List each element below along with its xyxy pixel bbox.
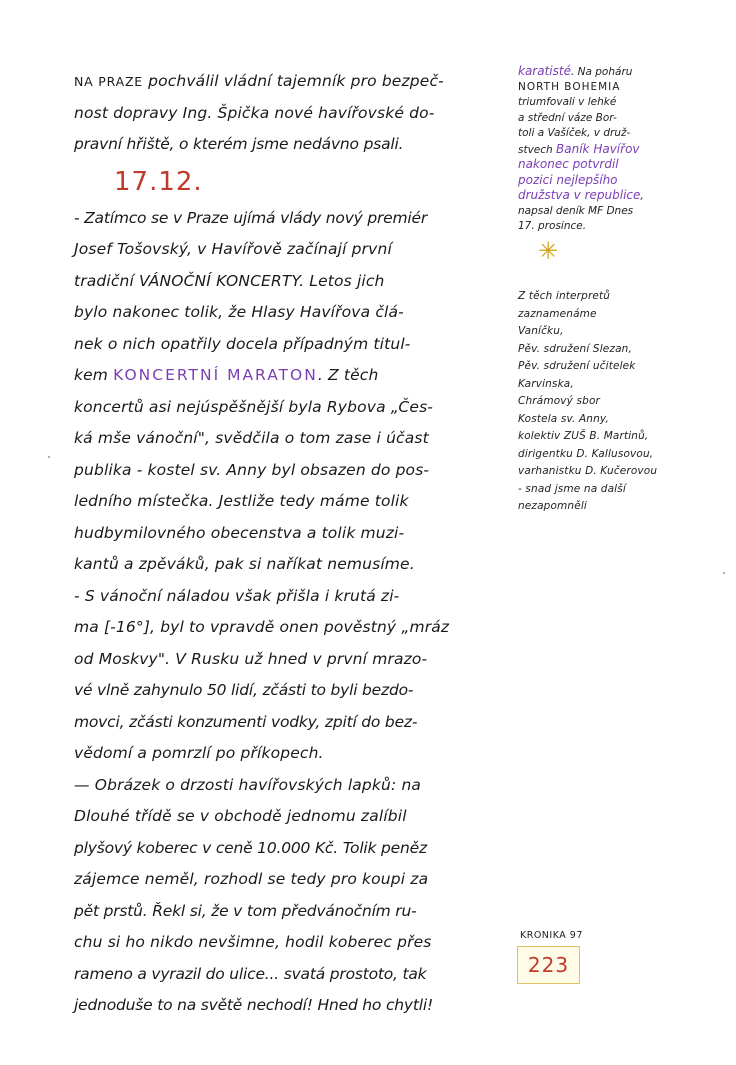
text-line-end: . Z těch [317, 366, 379, 384]
text-line: nost dopravy Ing. Špička nové havířovské do- [74, 103, 435, 122]
side-line-rest: , [640, 190, 644, 202]
text-line: - Zatímco se v Praze ujímá vlády nový premiér [74, 208, 428, 227]
text-line: rameno a vyrazil do ulice... svatá prostoto, tak [74, 964, 427, 983]
text-line: hudbymilovného obecenstva a tolik muzi- [74, 523, 405, 542]
side-note-bottom [518, 288, 708, 516]
text-line: bylo nakonec tolik, že Hlasy Havířova člá- [74, 303, 404, 321]
text-line: — Obrázek o drzosti havířovských lapků: na [74, 775, 422, 794]
text-line [74, 360, 514, 392]
side-line: dirigentku D. Kallusovou, [518, 447, 654, 460]
text-line: od Moskvy". V Rusku už hned v první mrazo- [74, 649, 428, 668]
side-line: Z těch interpretů [518, 290, 611, 302]
text-line: zájemce neměl, rozhodl se tedy pro koupi za [74, 870, 429, 888]
text-line: chu si ho nikdo nevšimne, hodil koberec přes [74, 933, 432, 951]
text-line: tradiční VÁNOČNÍ KONCERTY. Letos jich [74, 271, 385, 290]
side-line: nakonec potvrdil [518, 157, 619, 171]
text-line: koncertů asi nejúspěšnější byla Rybova „Čes- [74, 397, 434, 416]
side-note-top [518, 64, 708, 267]
text-line: pět prstů. Řekl si, že v tom předvánočním ru- [74, 901, 417, 920]
side-line: - snad jsme na další [518, 482, 626, 495]
text-line: ma [-16°], byl to vpravdě onen pověstný „mráz [74, 618, 450, 636]
page-number: 223 [517, 946, 580, 984]
text-line: ká mše vánoční", svědčila o tom zase i účast [74, 429, 429, 447]
side-line: Pěv. sdružení Slezan, [518, 342, 632, 355]
margin-dot [723, 572, 725, 574]
side-line: Kostela sv. Anny, [518, 412, 609, 425]
side-line: varhanistku D. Kučerovou [518, 465, 658, 477]
side-line: Vaníčku, [518, 325, 564, 337]
text-line: jednoduše to na světě nechodí! Hned ho chytli! [74, 996, 433, 1014]
side-line: triumfovali v lehké [518, 96, 617, 108]
text-line: - S vánoční náladou však přišla i krutá zi- [74, 586, 400, 605]
entry-date: 17.12. [114, 166, 203, 197]
text-line: vědomí a pomrzlí po příkopech. [74, 744, 324, 762]
side-line-start: stvech [518, 143, 557, 156]
side-highlight: Baník Havířov [556, 141, 640, 156]
text-line-start: kem [74, 366, 114, 384]
highlight-koncertni-maraton: KONCERTNÍ MARATON [113, 366, 318, 384]
text-line: nek o nich opatřily docela případným titul- [74, 334, 411, 353]
side-line [518, 64, 708, 80]
side-line [518, 188, 708, 204]
side-line: Chrámový sbor [518, 395, 600, 407]
side-line: NORTH BOHEMIA [518, 80, 621, 93]
text-line: ledního místečka. Jestliže tedy máme tolik [74, 492, 409, 510]
side-line: a střední váze Bor- [518, 111, 617, 124]
text-line: movci, zčásti konzumenti vodky, zpití do bez- [74, 712, 418, 731]
side-line [518, 142, 708, 158]
text-line [74, 66, 514, 98]
text-line: publika - kostel sv. Anny byl obsazen do pos- [74, 460, 430, 479]
main-text-column [74, 66, 514, 1022]
side-line: napsal deník MF Dnes [518, 204, 634, 217]
side-line: Pěv. sdružení učitelek [518, 360, 636, 372]
side-line: kolektiv ZUŠ B. Martinů, [518, 430, 649, 442]
text-caps-lead: NA PRAZE [74, 74, 144, 89]
text-line: kantů a zpěváků, pak si naříkat nemusíme. [74, 555, 415, 573]
side-line: toli a Vašíček, v druž- [518, 127, 631, 139]
side-line: nezapomněli [518, 500, 587, 512]
side-line-rest: . Na poháru [570, 66, 633, 78]
side-line: Karvinska, [518, 377, 574, 390]
text-line: pravní hřiště, o kterém jsme nedávno psali. [74, 135, 404, 153]
side-line: zaznamenáme [518, 307, 597, 320]
chronicle-label: KRONIKA 97 [520, 930, 583, 941]
text-line-rest: pochválil vládní tajemník pro bezpeč- [143, 72, 444, 90]
text-line: Josef Tošovský, v Havířově začínají první [74, 240, 392, 258]
side-line: pozici nejlepšího [518, 172, 618, 187]
text-line: plyšový koberec v ceně 10.000 Kč. Tolik peněz [74, 838, 427, 857]
asterisk-icon: ✳ [538, 236, 559, 265]
text-line: vé vlně zahynulo 50 lidí, zčásti to byli bezdo- [74, 681, 414, 699]
text-line: Dlouhé třídě se v obchodě jednomu zalíbil [74, 807, 407, 825]
side-highlight: karatisté [518, 64, 571, 78]
side-highlight: družstva v republice [518, 188, 641, 202]
margin-dot [48, 456, 50, 458]
side-line: 17. prosince. [518, 220, 587, 232]
